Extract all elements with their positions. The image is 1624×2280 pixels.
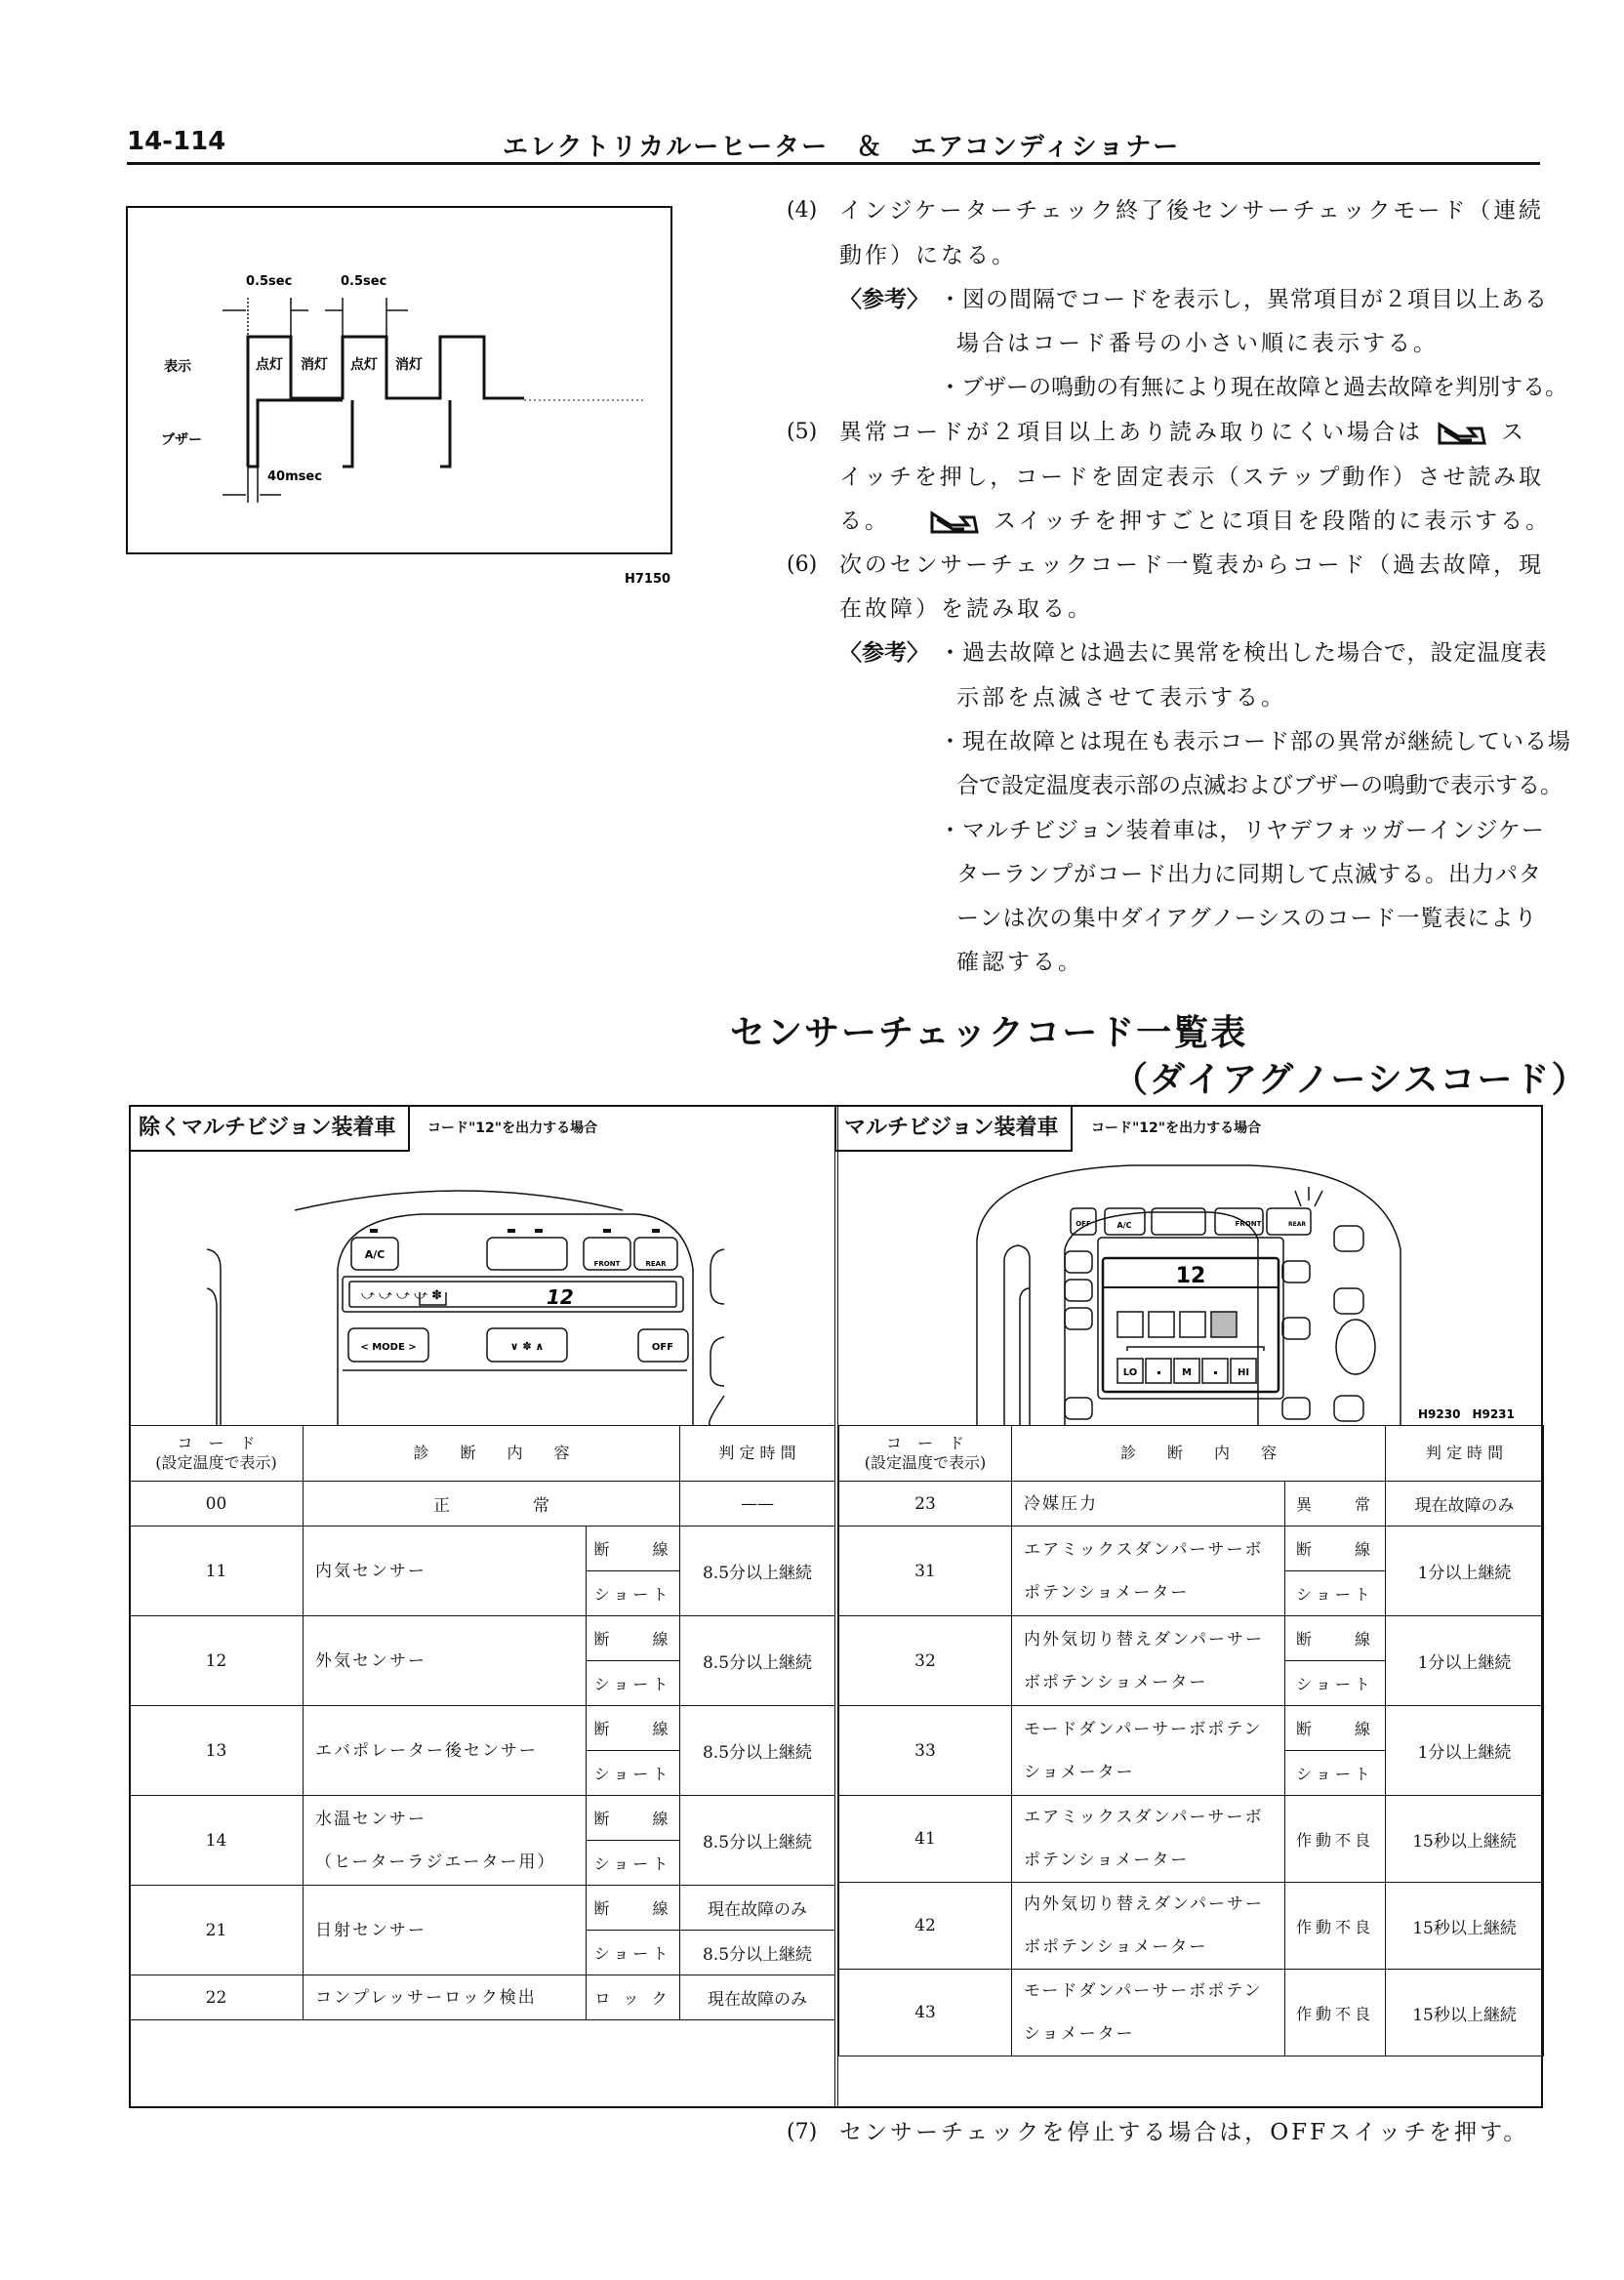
description-cell — [304, 1706, 587, 1796]
state-on: 点灯 — [350, 357, 378, 373]
description-line: モードダンパーサーボポテン — [1024, 1981, 1263, 2001]
front-defrost-label: FRONT — [1235, 1220, 1262, 1228]
step-number: (6) — [787, 552, 818, 577]
fault-type-cell: 断 線 — [1285, 1706, 1386, 1751]
code-cell: 21 — [130, 1886, 304, 1975]
table-row — [130, 1706, 835, 1751]
description-cell — [304, 1796, 587, 1886]
row-label-buzzer: ブザー — [161, 432, 202, 448]
buzzer-duration-label: 40msec — [267, 469, 322, 484]
fault-type-cell: 断 線 — [1285, 1616, 1386, 1661]
code-cell: 41 — [839, 1796, 1012, 1883]
code-cell: 13 — [130, 1706, 304, 1796]
code-cell: 12 — [130, 1616, 304, 1706]
judgment-time-cell: 1分以上継続 — [1386, 1616, 1544, 1706]
judgment-time-cell: 15秒以上継続 — [1386, 1883, 1544, 1970]
judgment-time-cell: 8.5分以上継続 — [680, 1527, 835, 1616]
code-cell: 42 — [839, 1883, 1012, 1970]
fault-type-cell: ショート — [587, 1661, 680, 1706]
step-number: (4) — [787, 198, 818, 223]
table-row — [839, 1616, 1544, 1661]
step-text: 動作）になる。 — [839, 243, 1017, 268]
judgment-time-cell: 1分以上継続 — [1386, 1706, 1544, 1796]
state-off: 消灯 — [301, 357, 328, 373]
step-text-segment: スイッチを押すごとに項目を段階的に表示する。 — [994, 509, 1552, 534]
judgment-time-cell: 現在故障のみ — [680, 1975, 835, 2020]
description-line: モードダンパーサーボポテン — [1024, 1719, 1263, 1739]
step-text: センサーチェックを停止する場合は，OFFスイッチを押す。 — [839, 2120, 1529, 2145]
interval-label: 0.5sec — [246, 274, 293, 289]
fan-step-dot — [1157, 1371, 1160, 1374]
table-row — [839, 1527, 1544, 1571]
description-line: エアミックスダンパーサーボ — [1024, 1539, 1264, 1560]
step-text-segment: 異常コードが２項目以上あり読み取りにくい場合は — [839, 420, 1423, 445]
fault-type-cell: ロ ッ ク — [587, 1975, 680, 2020]
judgment-time-cell: 1分以上継続 — [1386, 1527, 1544, 1616]
judgment-time-cell: 現在故障のみ — [1386, 1482, 1544, 1527]
description-cell — [304, 1975, 587, 2020]
code-cell: 43 — [839, 1970, 1012, 2056]
state-on: 点灯 — [256, 357, 283, 373]
code-table-multivision — [838, 1425, 1544, 2056]
table-row — [839, 1706, 1544, 1751]
description-line: 内気センサー — [315, 1561, 426, 1581]
table-header-row — [130, 1426, 835, 1482]
fan-lo-button: LO — [1122, 1367, 1138, 1378]
fan-hi-button: HI — [1237, 1367, 1250, 1378]
description-line: エバポレーター後センサー — [315, 1740, 538, 1761]
header-judgment-time: 判 定 時 間 — [1386, 1426, 1544, 1482]
description-line: 日射センサー — [315, 1920, 426, 1940]
step-text-segment: ス — [1501, 420, 1526, 445]
header-description: 診 断 内 容 — [304, 1426, 680, 1482]
description-line: 内外気切り替えダンパーサー — [1024, 1894, 1264, 1914]
fan-button-label: ∨ ✽ ∧ — [509, 1340, 545, 1353]
panel-note: コード"12"を出力する場合 — [427, 1120, 598, 1136]
fault-type-cell: ショート — [1285, 1661, 1386, 1706]
note-text: ・マルチビジョン装着車は，リヤデフォッガーインジケー — [939, 818, 1545, 843]
description-cell — [1012, 1482, 1285, 1527]
fault-type-cell: 断 線 — [587, 1886, 680, 1931]
table-row — [130, 1616, 835, 1661]
diagram-frame — [127, 207, 671, 553]
fan-step-dot — [1214, 1371, 1217, 1374]
reference-label: 〈参考〉 — [839, 639, 929, 666]
description-line: 外気センサー — [315, 1650, 426, 1671]
ac-button-label: A/C — [364, 1248, 386, 1261]
step-text: 在故障）を読み取る。 — [839, 596, 1093, 622]
step-text: イッチを押し，コードを固定表示（ステップ動作）させ読み取 — [839, 465, 1542, 490]
figure-id: H9230 H9231 — [1418, 1407, 1515, 1421]
off-button-label: OFF — [651, 1342, 674, 1353]
description-line: エアミックスダンパーサーボ — [1024, 1808, 1264, 1827]
description-cell — [1012, 1796, 1285, 1883]
note-text: 示部を点滅させて表示する。 — [956, 685, 1286, 711]
description-cell — [1012, 1527, 1285, 1616]
fault-type-cell: ショート — [587, 1841, 680, 1886]
ac-button-label: A/C — [1116, 1221, 1132, 1230]
description-cell — [304, 1616, 587, 1706]
description-line: （ヒーターラジエーター用） — [315, 1852, 556, 1872]
description-line: ショメーター — [1024, 1762, 1135, 1782]
fault-type-cell: 断 線 — [587, 1706, 680, 1751]
climate-panel-drawing — [129, 1152, 834, 1425]
step-number: (5) — [787, 420, 818, 444]
state-off: 消灯 — [395, 357, 423, 373]
description-cell — [304, 1886, 587, 1975]
judgment-time-cell: 8.5分以上継続 — [680, 1796, 835, 1886]
code-cell: 14 — [130, 1796, 304, 1886]
description-cell — [304, 1527, 587, 1616]
judgment-time-cell: 8.5分以上継続 — [680, 1616, 835, 1706]
header-description: 診 断 内 容 — [1012, 1426, 1386, 1482]
display-code: 12 — [1175, 1264, 1206, 1288]
section-subtitle: （ダイアグノーシスコード） — [1113, 1060, 1589, 1100]
description-line: ショメーター — [1024, 2024, 1135, 2044]
fault-type-cell: ショート — [587, 1571, 680, 1616]
code-cell: 31 — [839, 1527, 1012, 1616]
fault-type-cell: ショート — [1285, 1571, 1386, 1616]
note-text: 確認する。 — [956, 950, 1083, 975]
step-text — [839, 418, 1542, 447]
fault-type-cell: 作動不良 — [1285, 1970, 1386, 2056]
description-cell — [1012, 1883, 1285, 1970]
note-text: ーンは次の集中ダイアグノーシスのコード一覧表により — [956, 906, 1538, 931]
fan-m-button: M — [1182, 1367, 1192, 1378]
fault-type-cell: ショート — [587, 1751, 680, 1796]
code-cell: 32 — [839, 1616, 1012, 1706]
step-text: 次のセンサーチェックコード一覧表からコード（過去故障，現 — [839, 552, 1542, 578]
description-line: ポテンショメーター — [1024, 1851, 1190, 1870]
note-text: ・図の間隔でコードを表示し，異常項目が２項目以上ある — [939, 287, 1548, 312]
description-cell — [1012, 1706, 1285, 1796]
code-cell: 33 — [839, 1706, 1012, 1796]
table-row — [130, 1527, 835, 1571]
fault-type-cell: 作動不良 — [1285, 1883, 1386, 1970]
description-cell — [304, 1482, 680, 1527]
description-line: コンプレッサーロック検出 — [315, 1987, 537, 2008]
defroster-switch-icon — [1437, 421, 1487, 446]
judgment-time-cell: 8.5分以上継続 — [680, 1706, 835, 1796]
step-text — [839, 507, 1551, 536]
header-code: コ ー ド (設定温度で表示) — [839, 1426, 1012, 1482]
airflow-mode-icons: ⤻ ⤻ ⤻ ⤻ ✽ — [361, 1288, 443, 1303]
table-row — [130, 1796, 835, 1841]
reference-label: 〈参考〉 — [839, 286, 929, 312]
step-text-segment: る。 — [839, 509, 890, 534]
fault-type-cell: 異 常 — [1285, 1482, 1386, 1527]
judgment-time-cell: 現在故障のみ — [680, 1886, 835, 1931]
judgment-time-cell: —— — [680, 1482, 835, 1527]
description-line: 冷媒圧力 — [1024, 1493, 1098, 1514]
page-number: 14-114 — [127, 127, 226, 156]
step-text: インジケーターチェック終了後センサーチェックモード（連続 — [839, 198, 1542, 224]
interval-label: 0.5sec — [341, 274, 387, 289]
code-cell: 22 — [130, 1975, 304, 2020]
note-text: 合で設定温度表示部の点滅およびブザーの鳴動で表示する。 — [956, 773, 1563, 798]
code-cell: 23 — [839, 1482, 1012, 1527]
fault-type-cell: ショート — [587, 1931, 680, 1975]
buzzer-waveform — [248, 400, 450, 467]
code-table-standard — [129, 1425, 835, 2020]
judgment-time-cell: 8.5分以上継続 — [680, 1931, 835, 1975]
description-line: 内外気切り替えダンパーサー — [1024, 1629, 1264, 1649]
defroster-switch-icon — [929, 509, 980, 535]
note-text: ・現在故障とは現在も表示コード部の異常が継続している場 — [939, 729, 1571, 754]
note-text: ・ブザーの鳴動の有無により現在故障と過去故障を判別する。 — [939, 375, 1567, 400]
judgment-time-cell: 15秒以上継続 — [1386, 1970, 1544, 2056]
fault-type-cell: 断 線 — [587, 1796, 680, 1841]
section-title: センサーチェックコード一覧表 — [730, 1013, 1248, 1053]
panel-note: コード"12"を出力する場合 — [1091, 1120, 1262, 1136]
description-cell — [1012, 1970, 1285, 2056]
table-row — [130, 1886, 835, 1931]
note-text: ターランプがコード出力に同期して点滅する。出力パタ — [956, 862, 1542, 887]
page-title: エレクトリカルーヒーター ＆ エアコンディショナー — [503, 133, 1181, 162]
fault-type-cell: ショート — [1285, 1751, 1386, 1796]
description-line: ボポテンショメーター — [1024, 1672, 1208, 1692]
figure-id: H7150 — [625, 572, 671, 587]
description-cell — [1012, 1616, 1285, 1706]
description-line: ポテンショメーター — [1024, 1582, 1190, 1603]
description-line: 水温センサー — [315, 1809, 426, 1829]
row-label-display: 表示 — [164, 359, 191, 375]
panel-label-multivision: マルチビジョン装着車 — [834, 1105, 1073, 1152]
description-line: ボポテンショメーター — [1024, 1937, 1208, 1957]
mode-button-label: < MODE > — [360, 1342, 417, 1353]
note-text: 場合はコード番号の小さい順に表示する。 — [956, 331, 1439, 356]
code-cell: 11 — [130, 1527, 304, 1616]
off-button-label: OFF — [1076, 1220, 1091, 1228]
panel-label-standard: 除くマルチビジョン装着車 — [129, 1105, 410, 1152]
fault-type-cell: 断 線 — [1285, 1527, 1386, 1571]
rear-defrost-label: REAR — [1288, 1221, 1306, 1228]
code-cell: 00 — [130, 1482, 304, 1527]
judgment-time-cell: 15秒以上継続 — [1386, 1796, 1544, 1883]
table-header-row — [839, 1426, 1544, 1482]
note-text: ・過去故障とは過去に異常を検出した場合で，設定温度表 — [939, 640, 1548, 666]
timing-diagram — [0, 0, 742, 605]
fault-type-cell: 断 線 — [587, 1616, 680, 1661]
display-code: 12 — [547, 1285, 574, 1309]
description-line: 正 常 — [433, 1496, 549, 1516]
header-code: コ ー ド (設定温度で表示) — [130, 1426, 304, 1482]
step-number: (7) — [787, 2120, 818, 2144]
fault-type-cell: 断 線 — [587, 1527, 680, 1571]
rear-defrost-label: REAR — [645, 1260, 667, 1268]
fault-type-cell: 作動不良 — [1285, 1796, 1386, 1883]
multivision-panel-drawing — [838, 1152, 1543, 1425]
front-defrost-label: FRONT — [593, 1260, 621, 1268]
header-judgment-time: 判 定 時 間 — [680, 1426, 835, 1482]
